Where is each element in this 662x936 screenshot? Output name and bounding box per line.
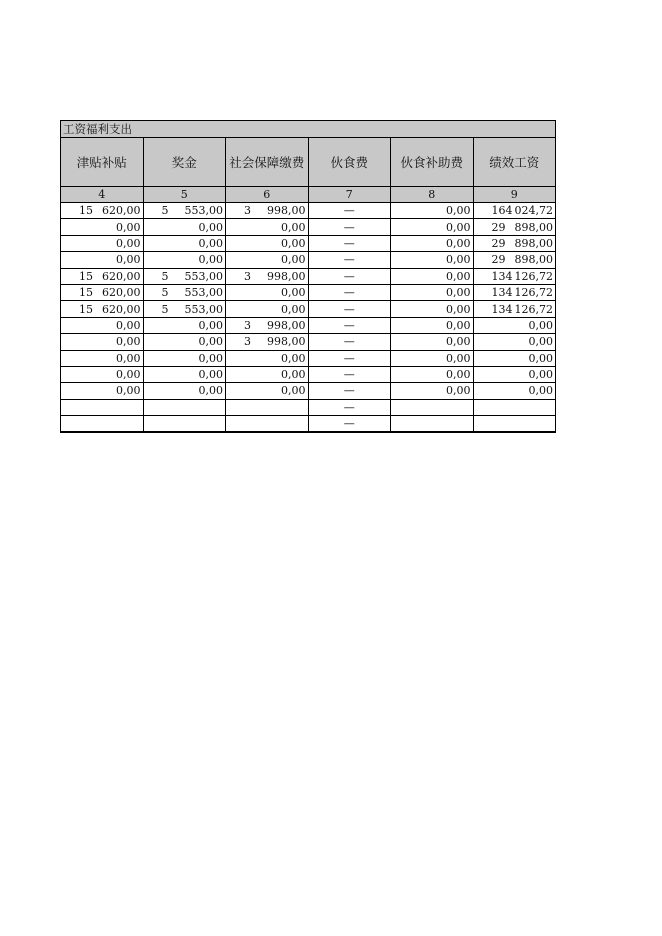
cell-allowance: 0,00 [61,334,144,350]
column-number: 8 [391,187,474,203]
value-part: 29 [491,253,506,267]
cell-allowance: 0,00 [61,235,144,251]
cell-meals: — [308,416,391,433]
split-value [476,286,554,299]
value-part: 15 [79,286,93,300]
column-header-meal-subsidy: 伙食补助费 [391,138,474,187]
split-value [476,237,554,250]
cell-social-security: 0,00 [226,383,309,399]
cell-bonus: 0,00 [143,252,226,268]
split-value [228,335,306,348]
column-header-social-security: 社会保障缴费 [226,138,309,187]
table-row [61,219,556,235]
split-value [476,253,554,266]
cell-social-security [226,317,309,333]
table-row [61,252,556,268]
cell-bonus: 0,00 [143,317,226,333]
cell-social-security [226,203,309,219]
cell-meals: — [308,383,391,399]
value-part: 553,00 [184,286,223,300]
cell-bonus [143,284,226,300]
cell-meal-subsidy: 0,00 [391,203,474,219]
cell-performance-pay: 0,00 [473,350,556,366]
cell-social-security: 0,00 [226,350,309,366]
cell-meal-subsidy: 0,00 [391,350,474,366]
cell-meals: — [308,235,391,251]
cell-performance-pay [473,252,556,268]
column-number: 4 [61,187,144,203]
split-value [146,286,224,299]
split-value [476,303,554,316]
cell-meals: — [308,284,391,300]
cell-social-security: 0,00 [226,219,309,235]
cell-meal-subsidy: 0,00 [391,301,474,317]
cell-performance-pay [473,268,556,284]
column-number: 9 [473,187,556,203]
cell-bonus: 0,00 [143,235,226,251]
split-value [63,303,141,316]
value-part: 553,00 [184,204,223,218]
cell-meals: — [308,301,391,317]
column-number: 6 [226,187,309,203]
value-part: 5 [161,302,169,316]
table-row [61,366,556,382]
cell-meals: — [308,252,391,268]
cell-performance-pay: 0,00 [473,334,556,350]
column-header-allowance: 津贴补贴 [61,138,144,187]
split-value [146,204,224,217]
cell-bonus: 0,00 [143,350,226,366]
cell-social-security: 0,00 [226,301,309,317]
title-row [61,121,556,138]
value-part: 134 [491,286,513,300]
cell-meals: — [308,350,391,366]
value-part: 3 [244,335,251,349]
cell-meals: — [308,366,391,382]
value-part: 164 [491,204,513,218]
value-part: 5 [161,286,169,300]
cell-allowance [61,399,144,415]
column-number-row [61,187,556,203]
cell-allowance [61,268,144,284]
cell-meal-subsidy: 0,00 [391,383,474,399]
cell-meals: — [308,399,391,415]
split-value [146,303,224,316]
cell-allowance: 0,00 [61,366,144,382]
cell-meal-subsidy: 0,00 [391,366,474,382]
value-part: 29 [491,236,506,250]
cell-allowance [61,416,144,433]
cell-performance-pay: 0,00 [473,383,556,399]
cell-performance-pay: 0,00 [473,317,556,333]
table-body [61,203,556,433]
table-row [61,235,556,251]
cell-meal-subsidy [391,416,474,433]
cell-social-security [226,399,309,415]
column-header-meals: 伙食费 [308,138,391,187]
value-part: 134 [491,269,513,283]
cell-performance-pay [473,203,556,219]
cell-performance-pay [473,219,556,235]
split-value [63,270,141,283]
cell-meals: — [308,219,391,235]
cell-bonus: 0,00 [143,334,226,350]
split-value [146,270,224,283]
split-value [228,319,306,332]
cell-meals: — [308,334,391,350]
cell-meal-subsidy: 0,00 [391,317,474,333]
value-part: 15 [79,204,93,218]
cell-bonus [143,399,226,415]
cell-bonus [143,203,226,219]
cell-meal-subsidy: 0,00 [391,235,474,251]
split-value [476,221,554,234]
cell-allowance: 0,00 [61,317,144,333]
value-part: 126,72 [514,269,554,283]
value-part: 998,00 [267,204,306,218]
cell-allowance: 0,00 [61,350,144,366]
value-part: 553,00 [184,269,223,283]
value-part: 5 [161,204,169,218]
value-part: 620,00 [102,286,141,300]
value-part: 126,72 [514,302,554,316]
column-header-bonus: 奖金 [143,138,226,187]
split-value [63,204,141,217]
value-part: 15 [79,302,93,316]
value-part: 024,72 [514,204,554,218]
cell-bonus [143,301,226,317]
split-value [228,270,306,283]
table-row [61,416,556,433]
cell-meal-subsidy [391,399,474,415]
value-part: 620,00 [102,204,141,218]
cell-allowance [61,203,144,219]
cell-allowance [61,284,144,300]
cell-bonus [143,416,226,433]
value-part: 134 [491,302,513,316]
value-part: 998,00 [267,269,306,283]
cell-meals: — [308,203,391,219]
cell-bonus: 0,00 [143,219,226,235]
column-number: 5 [143,187,226,203]
cell-meal-subsidy: 0,00 [391,334,474,350]
cell-performance-pay [473,416,556,433]
cell-social-security: 0,00 [226,235,309,251]
table-row [61,284,556,300]
value-part: 898,00 [514,220,554,234]
value-part: 126,72 [514,286,554,300]
table-row [61,203,556,219]
cell-bonus: 0,00 [143,383,226,399]
cell-performance-pay [473,284,556,300]
table-row [61,383,556,399]
cell-performance-pay [473,399,556,415]
table-row [61,334,556,350]
cell-social-security: 0,00 [226,284,309,300]
expense-table [60,120,556,433]
header-row [61,138,556,187]
cell-bonus: 0,00 [143,366,226,382]
cell-social-security [226,268,309,284]
value-part: 898,00 [514,236,554,250]
cell-bonus [143,268,226,284]
value-part: 15 [79,269,93,283]
column-number: 7 [308,187,391,203]
table-row [61,350,556,366]
value-part: 3 [244,318,251,332]
table-row [61,301,556,317]
cell-allowance [61,301,144,317]
cell-meal-subsidy: 0,00 [391,252,474,268]
cell-meal-subsidy: 0,00 [391,219,474,235]
table-row [61,268,556,284]
value-part: 553,00 [184,302,223,316]
cell-meal-subsidy: 0,00 [391,284,474,300]
table-title: 工资福利支出 [61,121,556,138]
cell-social-security: 0,00 [226,252,309,268]
cell-social-security: 0,00 [226,366,309,382]
cell-performance-pay [473,235,556,251]
cell-allowance: 0,00 [61,219,144,235]
cell-meals: — [308,317,391,333]
value-part: 29 [491,220,506,234]
value-part: 998,00 [267,318,306,332]
table-row [61,399,556,415]
split-value [476,204,554,217]
value-part: 620,00 [102,302,141,316]
value-part: 998,00 [267,335,306,349]
value-part: 620,00 [102,269,141,283]
cell-social-security [226,416,309,433]
cell-performance-pay [473,301,556,317]
value-part: 898,00 [514,253,554,267]
cell-allowance: 0,00 [61,252,144,268]
value-part: 5 [161,269,169,283]
split-value [63,286,141,299]
value-part: 3 [244,269,251,283]
cell-allowance: 0,00 [61,383,144,399]
cell-meals: — [308,268,391,284]
split-value [476,270,554,283]
table-row [61,317,556,333]
cell-social-security [226,334,309,350]
value-part: 3 [244,204,251,218]
split-value [228,204,306,217]
cell-meal-subsidy: 0,00 [391,268,474,284]
column-header-performance-pay: 绩效工资 [473,138,556,187]
cell-performance-pay: 0,00 [473,366,556,382]
